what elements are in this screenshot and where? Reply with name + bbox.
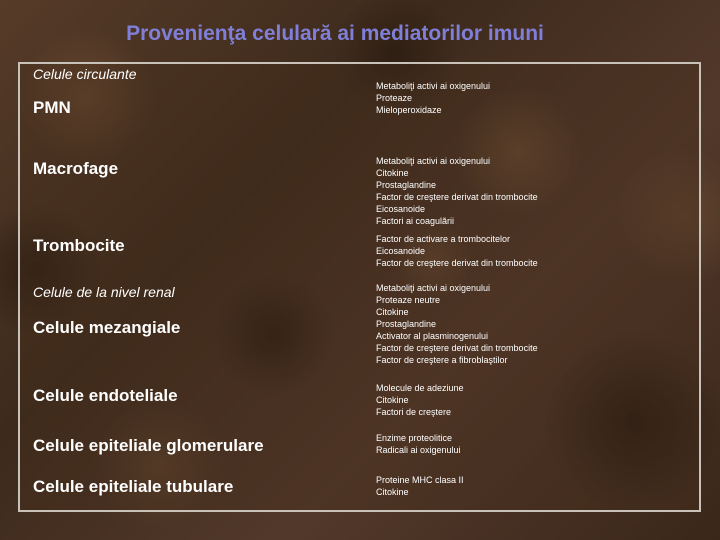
mediator-item: Factori de creştere [376,407,452,417]
mediator-item: Proteaze neutre [376,295,441,305]
cell-type-platelets: Trombocite [33,236,125,255]
mediator-item: Molecule de adeziune [376,383,464,393]
cell-type-endothelial: Celule endoteliale [33,386,178,405]
slide-title: Provenienţa celulară ai mediatorilor imuni [126,22,544,45]
mediator-item: Eicosanoide [376,204,426,214]
mediator-list-endothelial [376,382,464,418]
mediator-list-pmn [376,80,490,116]
cell-type-glomerular-epithelial: Celule epiteliale glomerulare [33,436,264,455]
mediator-list-tubular-epithelial [376,474,464,498]
mediator-list-mesangial [376,282,538,366]
mediator-item: Proteaze [376,93,413,103]
mediator-list-macrophages [376,155,538,227]
mediator-item: Mieloperoxidaze [376,105,442,115]
mediator-item: Prostaglandine [376,180,437,190]
mediator-item: Eicosanoide [376,246,426,256]
cell-type-mesangial: Celule mezangiale [33,318,181,337]
mediator-item: Factori ai coagulării [376,216,455,226]
mediator-item: Factor de creştere a fibroblaştilor [376,355,508,365]
mediator-item: Activator al plasminogenului [376,331,489,341]
cell-type-tubular-epithelial: Celule epiteliale tubulare [33,477,234,496]
mediator-item: Radicali ai oxigenului [376,445,461,455]
mediator-item: Citokine [376,168,409,178]
mediator-list-glomerular-epithelial [376,432,461,456]
mediator-item: Citokine [376,307,409,317]
mediator-item: Metaboliţi activi ai oxigenului [376,156,491,166]
group-label-circulating-cells: Celule circulante [33,66,137,82]
mediator-item: Factor de activare a trombocitelor [376,234,511,244]
mediator-item: Factor de creştere derivat din trombocite [376,343,538,353]
mediator-item: Factor de creştere derivat din trombocite [376,258,538,268]
mediator-item: Proteine MHC clasa II [376,475,464,485]
mediator-item: Factor de creştere derivat din trombocite [376,192,538,202]
mediator-item: Metaboliţi activi ai oxigenului [376,283,491,293]
mediator-item: Citokine [376,395,409,405]
cell-type-macrophages: Macrofage [33,159,119,178]
mediator-item: Metaboliţi activi ai oxigenului [376,81,491,91]
group-label-renal-cells: Celule de la nivel renal [33,284,175,300]
mediator-item: Citokine [376,487,409,497]
mediator-item: Enzime proteolitice [376,433,453,443]
mediator-list-platelets [376,233,538,269]
mediator-item: Prostaglandine [376,319,437,329]
cell-type-pmn: PMN [33,98,71,117]
